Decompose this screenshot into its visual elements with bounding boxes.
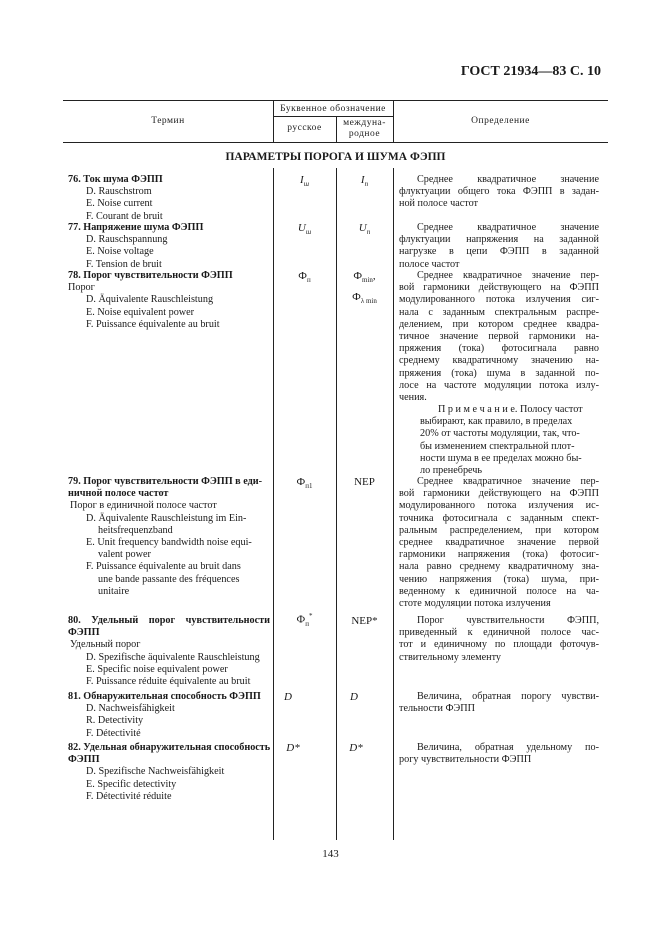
header-international-2: родное: [348, 129, 381, 139]
symbol-international-78-alt: $Ф_{\lambda min}$: [352, 291, 377, 306]
symbol-russian-79: $Ф_{п1}$: [296, 476, 313, 491]
symbol-russian-80: $Ф_п^*$: [296, 612, 313, 628]
term-entry-76: [66, 174, 270, 223]
definition-77: Среднее квадратичное значение флуктуации напряжения на заданной нагрузке в цепи ФЭПП в заданной полосе частот: [399, 222, 599, 270]
term-entry-77: 77. Напряжение шума ФЭПП D. Rauschspannung E. Noise voltage F. Tension de bruit: [68, 222, 204, 270]
term-entry-82: 82. Удельная обнаружительная способность ФЭПП D. Spezifische Nachweisfähigkeit E. Specific detectivity F. Détectivité réduite: [68, 742, 271, 802]
term-translation-de: D. Rauschstrom: [86, 186, 152, 198]
symbol-russian-76: $I_ш$: [300, 174, 309, 189]
symbol-russian-77: $U_ш$: [297, 222, 312, 237]
definition-76: Среднее квадратичное значение флуктуации общего тока ФЭПП в задан- ной полосе частот: [399, 174, 599, 210]
header-international-1: междуна-: [343, 118, 386, 128]
definition-82: Величина, обратная удельному по- рогу чувствительности ФЭПП: [399, 742, 599, 766]
symbol-russian-82: D*: [286, 742, 300, 754]
section-title: ПАРАМЕТРЫ ПОРОГА И ШУМА ФЭПП: [225, 151, 446, 163]
term-entry-80: 80. Удельный порог чувствительности ФЭПП Удельный порог D. Spezifische äquivalente Rauschleistung E. Specific noise equivalent power F. Puissance réduite équivalente au bruit: [68, 615, 270, 688]
definition-80: Порог чувствительности ФЭПП, приведенный к единичной полосе час- тот и единичному по площади фоточув- ствительному элементу: [399, 615, 599, 663]
document-code: ГОСТ 21934—83 С. 10: [460, 64, 601, 79]
symbol-international-77: $U_n$: [358, 222, 371, 237]
term-entry-81: 81. Обнаружительная способность ФЭПП D. Nachweisfähigkeit R. Detectivity F. Détectivité: [68, 691, 261, 739]
term-translation-en: E. Noise current: [86, 198, 153, 210]
body-divider-symbol: [336, 168, 337, 840]
definition-81: Величина, обратная порогу чувстви- тельности ФЭПП: [399, 691, 599, 715]
symbol-international-79: NEP: [354, 476, 375, 488]
header-term: Термин: [151, 116, 185, 126]
term-translation-fr: F. Courant de bruit: [86, 210, 163, 222]
term-entry-79: 79. Порог чувствительности ФЭПП в еди- ничной полосе частот Порог в единичной полосе частот D. Äquivalente Rauschleistung im Ein- heitsfrequenzband E. Unit frequency bandwidth noise equi- valent power F. Puissance équivalente au bruit dans une bande passante des fréquences unitaire: [68, 476, 263, 597]
header-russian: русское: [287, 123, 322, 133]
symbol-international-76: $I_n$: [360, 174, 369, 189]
symbol-international-80: NEP*: [351, 615, 378, 627]
page-number: 143: [322, 848, 339, 860]
symbol-international-78: $Ф_{min}$,: [353, 270, 376, 285]
definition-79: Среднее квадратичное значение пер- вой гармоники действующего на ФЭПП модулированного потока излучения ис- точника фотосигнала с заданным спект- ральным распределением, при котором среднее квадратичное значение первой гармоники напряжения (тока) фотосиг- нала равно среднему квадратичному зна- чению напряжения (тока) шума, при- веденному к единичной полосе на ча- стоте модуляции потока излучения: [399, 476, 599, 610]
term-title: 76. Ток шума ФЭПП: [68, 174, 163, 185]
body-divider-definition: [393, 168, 394, 840]
table-header-bottom-rule: [63, 142, 608, 143]
symbol-international-81: D: [350, 691, 358, 703]
symbol-subheader-rule: [273, 116, 393, 117]
header-symbol: Буквенное обозначение: [280, 104, 386, 114]
note-78: П р и м е ч а н и е. Полосу частот выбирают, как правило, в пределах 20% от частоты модуляции, так, что- бы изменением спектральной плот- ности шума в ее пределах можно бы- ло пренебречь: [420, 404, 583, 477]
term-entry-78: 78. Порог чувствительности ФЭПП Порог D. Äquivalente Rauschleistung E. Noise equivalent power F. Puissance équivalente au bruit: [68, 270, 233, 330]
symbol-russian-81: D: [284, 691, 292, 703]
body-divider-term: [273, 168, 274, 840]
symbol-russian-78: $Ф_п$: [298, 270, 311, 285]
definition-78: Среднее квадратичное значение пер- вой гармоники действующего на ФЭПП модулированного потока излучения сиг- нала с заданным спектральным распре- делением, при котором среднее квадра- тичное значение первой гармоники на- пряжения (тока) фотосигнала равно среднему квадратичному значению на- пряжения (тока) шума в заданной по- лосе на частоте модуляции потока излу- чения.: [399, 270, 599, 404]
symbol-international-82: D*: [349, 742, 363, 754]
header-definition: Определение: [471, 116, 530, 126]
table-top-rule: [63, 100, 608, 101]
